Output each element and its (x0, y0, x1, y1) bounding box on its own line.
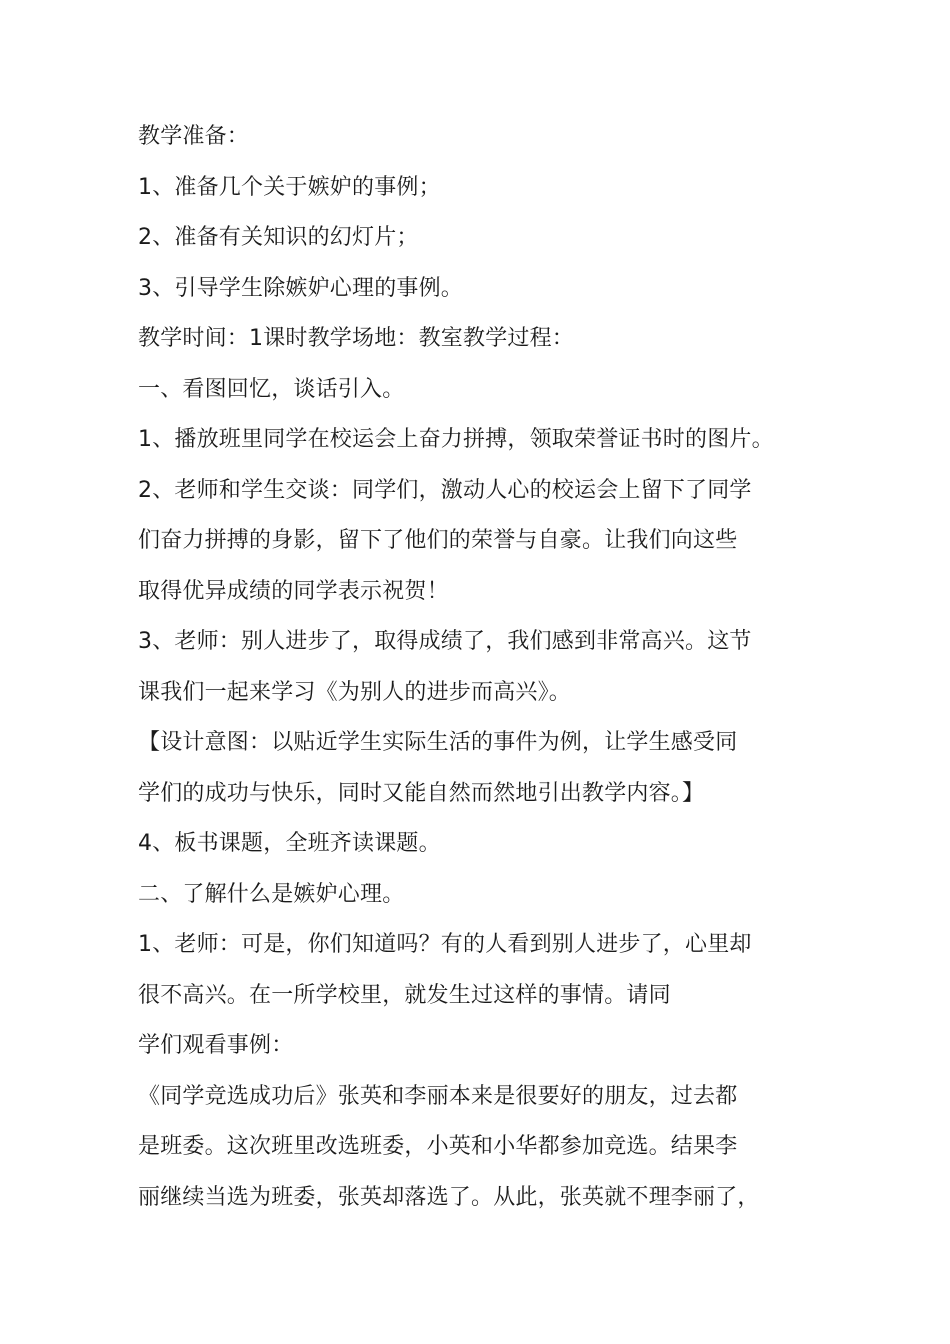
text-line: 们奋力拼搏的身影，留下了他们的荣誉与自豪。让我们向这些 (138, 528, 738, 553)
design-intent-line: 学们的成功与快乐，同时又能自然而然地引出教学内容。】 (138, 780, 705, 806)
text-line: 1、老师：可是，你们知道吗？有的人看到别人进步了，心里却 (138, 932, 752, 957)
section-heading-preparation: 教学准备： (138, 124, 250, 149)
text-line: 1、准备几个关于嫉妒的事例； (138, 174, 441, 200)
section-heading-two: 二、了解什么是嫉妒心理。 (138, 881, 405, 907)
text-line: 3、老师：别人进步了，取得成绩了，我们感到非常高兴。这节 (138, 629, 752, 654)
text-line: 《同学竞选成功后》张英和李丽本来是很要好的朋友，过去都 (138, 1083, 738, 1109)
text-line: 学们观看事例： (138, 1033, 294, 1058)
text-line: 课我们一起来学习《为别人的进步而高兴》。 (138, 679, 572, 705)
text-line: 教学时间：1课时教学场地：教室教学过程： (138, 326, 574, 351)
text-line: 2、老师和学生交谈：同学们，激动人心的校运会上留下了同学 (138, 477, 752, 503)
text-line: 4、板书课题，全班齐读课题。 (138, 831, 441, 856)
text-line: 丽继续当选为班委，张英却落选了。从此，张英就不理李丽了， (138, 1184, 760, 1210)
text-line: 2、准备有关知识的幻灯片； (138, 225, 419, 250)
design-intent-line: 【设计意图：以贴近学生实际生活的事件为例，让学生感受同 (138, 730, 738, 755)
text-line: 很不高兴。在一所学校里，就发生过这样的事情。请同 (138, 982, 671, 1008)
document-body (138, 112, 858, 1223)
text-line: 是班委。这次班里改选班委，小英和小华都参加竞选。结果李 (138, 1134, 738, 1159)
section-heading-one: 一、看图回忆，谈话引入。 (138, 376, 405, 402)
text-line: 1、播放班里同学在校运会上奋力拼搏，领取荣誉证书时的图片。 (138, 427, 774, 452)
text-line: 3、引导学生除嫉妒心理的事例。 (138, 275, 463, 301)
text-line: 取得优异成绩的同学表示祝贺！ (138, 578, 449, 604)
